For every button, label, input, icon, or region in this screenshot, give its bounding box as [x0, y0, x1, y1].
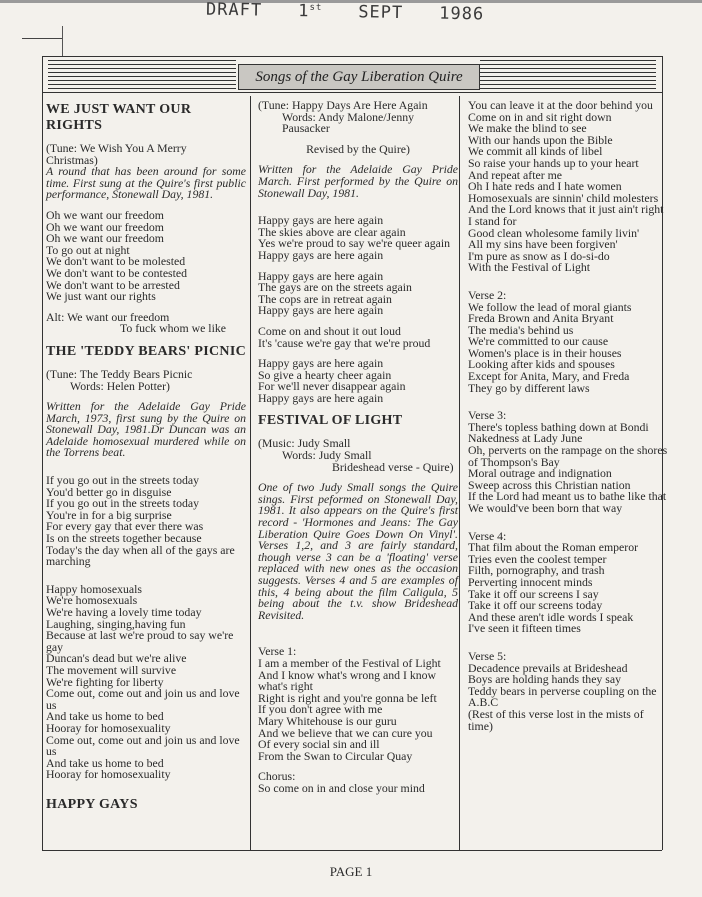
alt-line: To fuck whom we like — [120, 321, 226, 336]
lyric-line: With the Festival of Light — [468, 260, 591, 275]
lyrics-block — [468, 100, 670, 274]
lyric-line: Mary Whitehouse is our guru — [258, 713, 397, 728]
lyric-line: We're having a lovely time today — [46, 605, 202, 619]
song-title: THE 'TEDDY BEARS' PICNIC — [46, 343, 246, 359]
lyric-line: Oh I hate reds and I hate women — [468, 179, 622, 194]
draft-year: 1986 — [439, 3, 485, 25]
lyric-line: We don't want to be molested — [46, 254, 186, 269]
lyric-line: Happy homosexuals — [46, 581, 142, 596]
lyric-line: Decadence prevails at Brideshead — [468, 660, 628, 675]
lyric-line: You're in for a big surprise — [46, 507, 172, 522]
lyrics-block — [468, 299, 670, 395]
lyric-line: Happy gays are here again — [258, 247, 384, 262]
lyric-line: Because at last we're proud to say we're gay — [46, 628, 234, 654]
lyric-line: We're homosexuals — [46, 593, 138, 608]
lyric-line: If you go out in the streets today — [46, 473, 200, 488]
tune-line: (Tune: Happy Days Are Here Again — [258, 98, 428, 112]
header-lines-right — [480, 60, 656, 90]
lyric-line: Hooray for homosexuality — [46, 767, 171, 782]
lyric-line: We make the blind to see — [468, 121, 587, 136]
lyric-line: I've seen it fifteen times — [468, 621, 581, 636]
lyric-line: There's topless bathing down at Bondi — [468, 419, 649, 434]
tune-line: (Music: Judy Small — [258, 436, 351, 451]
alt-line: Alt: We want our freedom — [46, 309, 170, 324]
lyric-line: We're committed to our cause — [468, 334, 609, 349]
header-lines-left — [48, 60, 236, 90]
lyric-line: The cops are in retreat again — [258, 291, 392, 306]
lyric-line: Yes we're proud to say we're queer again — [258, 236, 451, 251]
lyric-line: Today's the day when all of the gays are marching — [46, 542, 235, 569]
lyric-line: And repeat after me — [468, 167, 562, 182]
column-divider-2 — [459, 96, 460, 850]
lyric-line: Boys are holding hands they say — [468, 672, 622, 687]
lyrics-block — [468, 419, 670, 515]
lyric-line: The movement will survive — [46, 662, 177, 677]
day-number: 1 — [298, 1, 310, 22]
chorus-label: Chorus: — [258, 769, 296, 784]
tune-line: (Tune: The Teddy Bears Picnic — [46, 366, 193, 381]
lyric-line: We just want our rights — [46, 289, 156, 304]
lyrics-block — [468, 542, 670, 635]
footer-rule — [42, 850, 662, 851]
lyric-line: The media's behind us — [468, 322, 574, 337]
tune-line: Words: Andy Malone/Jenny Pausacker — [282, 109, 415, 136]
lyric-line: And I know what's wrong and I know what's right — [258, 667, 437, 694]
song-note: A round that has been around for some time. First sung at the Quire's first public performance, Stonewall Day, 1981. — [46, 164, 246, 202]
header-rule-bottom — [42, 92, 662, 93]
lyric-line: If you go out in the streets today — [46, 496, 200, 511]
lyric-line: Homosexuals are sinnin' child molesters — [468, 190, 659, 205]
lyric-line: From the Swan to Circular Quay — [258, 748, 413, 763]
lyric-line: And we believe that we can cure you — [258, 725, 433, 740]
lyric-line: That film about the Roman emperor — [468, 540, 639, 555]
lyric-line: For every gay that ever there was — [46, 519, 204, 534]
lyric-line: Come on in and sit right down — [468, 109, 612, 124]
lyric-line: Oh we want our freedom — [46, 219, 164, 234]
tune-line: Words: Helen Potter) — [70, 378, 170, 393]
lyric-line: Oh we want our freedom — [46, 207, 164, 222]
lyric-line: With our hands upon the Bible — [468, 132, 613, 147]
lyric-line: Come on and shout it out loud — [258, 323, 401, 338]
lyric-line: Teddy bears in perverse coupling on the A.B.C — [468, 683, 657, 710]
pen-mark — [22, 38, 62, 39]
lyric-line: Tries even the coolest temper — [468, 551, 607, 566]
lyrics-block — [258, 358, 458, 404]
lyric-line: It's 'cause we're gay that we're proud — [258, 335, 431, 350]
verse-label: Verse 2: — [468, 287, 507, 302]
lyric-line: Sweep across this Christian nation — [468, 477, 631, 492]
lyric-line: Women's place is in their houses — [468, 345, 622, 360]
frame-left — [42, 56, 43, 850]
lyric-line: Happy gays are here again — [258, 303, 384, 318]
lyric-line: And take us home to bed — [46, 709, 164, 724]
lyric-line: Happy gays are here again — [258, 213, 384, 228]
tune-line: Christmas) — [46, 152, 98, 167]
tune-line: (Tune: We Wish You A Merry — [46, 141, 187, 155]
draft-word: DRAFT — [205, 0, 263, 21]
tune-line: Revised by the Quire) — [306, 141, 410, 156]
lyric-line: For we'll never disappear again — [258, 379, 406, 394]
lyric-line: We commit all kinds of libel — [468, 144, 603, 159]
lyric-line: Duncan's dead but we're alive — [46, 651, 187, 666]
lyric-line: To go out at night — [46, 242, 130, 257]
song-note: Written for the Adelaide Gay Pride March, 1973, first sung by the Quire on Stonewall Day, 1981.Dr Duncan was an Adelaide homosexual murdered while on the Torrens beat. — [46, 399, 246, 460]
lyric-line: Right is right and you're gonna be left — [258, 690, 437, 705]
verse-label: Verse 4: — [468, 528, 507, 543]
lyric-line: Freda Brown and Anita Bryant — [468, 311, 614, 326]
song-note: One of two Judy Small songs the Quire sings. First peformed on Stonewall Day, 1981. It also appears on the Quire's first record - 'Hormones and Jeans: The Gay Liberation Quire Goes Down On Vinyl'. Verses 1,2, and 3 are fairly standard, though verse 3 can be a 'floating' verse replaced with new ones as the occasion suggests. Verses 4 and 5 are examples of this, 4 being about the film Caligula, 5 being about the t.v. show Brideshead Revisited. — [258, 480, 458, 622]
tune-line: Brideshead verse - Quire) — [332, 459, 454, 474]
lyric-line: Come out, come out and join us and love us — [46, 732, 240, 759]
column-1 — [46, 100, 246, 813]
lyric-line: Take it off our screens I say — [468, 586, 599, 601]
song-title: WE JUST WANT OUR RIGHTS — [46, 102, 192, 133]
lyrics-block — [258, 215, 458, 261]
lyric-line: You'd better go in disguise — [46, 484, 172, 499]
lyric-line: The skies above are clear again — [258, 224, 406, 239]
lyric-line: Happy gays are here again — [258, 356, 384, 371]
lyrics-block — [468, 660, 670, 733]
lyrics-block — [46, 207, 246, 304]
lyrics-block — [258, 268, 458, 318]
lyric-line: We don't want to be arrested — [46, 277, 180, 292]
lyric-line: Filth, pornography, and trash — [468, 563, 605, 578]
header-rule-top — [42, 56, 662, 57]
lyric-line: Perverting innocent minds — [468, 574, 593, 589]
pen-mark-vertical — [62, 26, 63, 56]
song-title: HAPPY GAYS — [46, 796, 138, 812]
draft-month: SEPT — [358, 2, 404, 24]
lyric-line: I am a member of the Festival of Light — [258, 655, 441, 670]
draft-day — [298, 1, 322, 21]
lyric-line: I'm pure as snow as I do-si-do — [468, 248, 610, 263]
column-divider-1 — [250, 96, 251, 850]
header-banner: Songs of the Gay Liberation Quire — [238, 64, 480, 90]
lyric-line: So raise your hands up to your heart — [468, 155, 639, 170]
lyric-line: They go by different laws — [468, 380, 590, 395]
lyric-line: Good clean wholesome family livin' — [468, 225, 640, 240]
lyric-line: All my sins have been forgiven' — [468, 237, 618, 252]
song-note: Written for the Adelaide Gay Pride March. First performed by the Quire on Stonewall Day, 1981. — [258, 162, 458, 200]
lyric-line: The gays are on the streets again — [258, 280, 412, 295]
lyric-line: We would've been born that way — [468, 501, 623, 515]
lyric-line: So give a hearty cheer again — [258, 367, 392, 382]
lyric-line: Take it off our screens today — [468, 598, 603, 613]
lyrics-block — [258, 655, 458, 763]
lyric-line: We follow the lead of moral giants — [468, 299, 632, 314]
lyric-line: (Rest of this verse lost in the mists of time) — [468, 706, 644, 733]
lyric-line: We're fighting for liberty — [46, 674, 164, 689]
lyric-line: We don't want to be contested — [46, 265, 188, 280]
lyric-line: And take us home to bed — [46, 755, 164, 770]
verse-label: Verse 5: — [468, 648, 507, 663]
lyric-line: Looking after kids and spouses — [468, 357, 615, 372]
lyric-line: Moral outrage and indignation — [468, 466, 612, 481]
column-2 — [258, 100, 458, 795]
lyric-line: Laughing, singing,having fun — [46, 616, 186, 631]
tune-line: Words: Judy Small — [282, 448, 372, 463]
lyric-line: Is on the streets together because — [46, 531, 202, 546]
lyric-line: So come on in and close your mind — [258, 780, 425, 795]
lyric-line: If the Lord had meant us to bathe like that — [468, 489, 667, 504]
lyric-line: Happy gays are here again — [258, 390, 384, 405]
column-3 — [468, 100, 670, 732]
lyric-line: Except for Anita, Mary, and Freda — [468, 369, 630, 384]
verse-label: Verse 3: — [468, 408, 507, 423]
song-title: FESTIVAL OF LIGHT — [258, 413, 403, 429]
lyric-line: And the Lord knows that it just ain't right — [468, 202, 664, 217]
lyrics-block — [46, 475, 246, 568]
lyric-line: Nakedness at Lady June — [468, 431, 583, 446]
lyric-line: Oh we want our freedom — [46, 231, 164, 246]
lyric-line: Come out, come out and join us and love us — [46, 686, 240, 712]
day-suffix: st — [309, 2, 323, 13]
lyric-line: And these aren't idle words I speak — [468, 609, 634, 624]
lyric-line: I stand for — [468, 213, 517, 228]
lyric-line: Happy gays are here again — [258, 268, 384, 283]
lyrics-block — [46, 581, 246, 782]
lyrics-block — [258, 323, 458, 350]
lyric-line: If you don't agree with me — [258, 702, 383, 717]
lyric-line: Oh, perverts on the rampage on the shores of Thompson's Bay — [468, 443, 668, 469]
lyric-line: You can leave it at the door behind you — [468, 98, 653, 112]
page-number: PAGE 1 — [329, 864, 373, 879]
handwritten-draft-note — [206, 0, 484, 24]
verse-label: Verse 1: — [258, 644, 297, 659]
lyric-line: Hooray for homosexuality — [46, 720, 171, 735]
lyric-line: Of every social sin and ill — [258, 737, 380, 752]
